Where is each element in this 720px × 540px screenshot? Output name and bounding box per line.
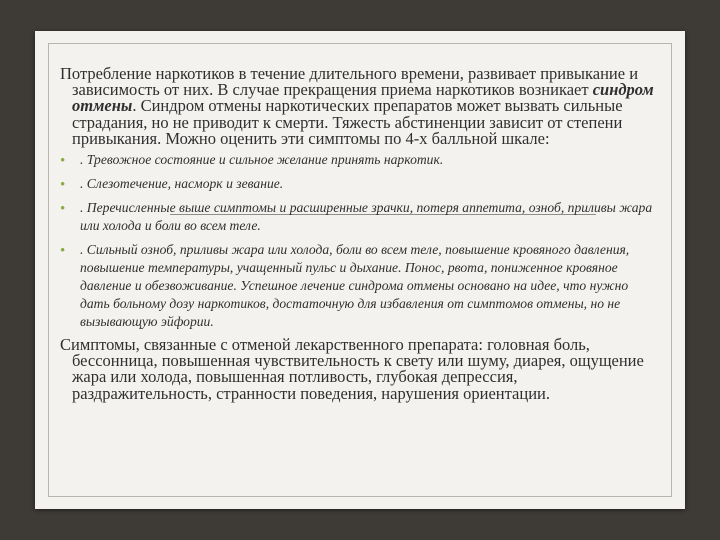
slide-card	[35, 31, 685, 509]
withdrawal-symptoms-paragraph: Симптомы, связанные с отменой лекарственного препарата: головная боль, бессонница, повышенная чувствительность к свету или шуму, диарея, ощущение жара или холода, повышенная потливость, глубокая депрессия, раздражительность, странности поведения, нарушения ориентации.	[60, 335, 644, 403]
intro-text-after: . Синдром отмены наркотических препаратов может вызвать сильные страдания, но не приводит к смерти. Тяжесть абстиненции зависит от степени привыкания. Можно оценить эти симптомы по 4-х балльной шкале:	[72, 96, 623, 148]
list-item-text: . Перечисленные выше симптомы и расширенные зрачки, потеря аппетита, озноб, приливы жара или холода и боли во всем теле.	[80, 200, 653, 234]
list-item	[60, 199, 660, 235]
list-item-text: . Тревожное состояние и сильное желание принять наркотик.	[80, 152, 444, 168]
slide-content	[60, 66, 660, 402]
list-item	[60, 175, 660, 193]
bullet-icon: •	[60, 243, 66, 260]
intro-paragraph	[60, 66, 660, 147]
list-item	[60, 241, 660, 331]
list-item-text: . Сильный озноб, приливы жара или холода, боли во всем теле, повышение кровяного давления, повышение температуры, учащенный пульс и дыхание. Понос, рвота, пониженное кровяное давление и обезвоживание. Успешное лечение синдрома отмены основано на идее, что нужно дать больному дозу наркотиков, достаточную для избавления от симптомов отмены, но не вызывающую эйфории.	[80, 242, 630, 330]
bullet-icon: •	[60, 201, 66, 218]
list-item-text: . Слезотечение, насморк и зевание.	[80, 176, 284, 192]
list-item	[60, 151, 660, 169]
intro-emphasis: синдром отмены	[72, 80, 654, 116]
intro-text-before: Потребление наркотиков в течение длительного времени, развивает привыкание и зависимость от них. В случае прекращения приема наркотиков возникает	[60, 64, 639, 100]
bullet-icon: •	[60, 177, 66, 194]
symptom-scale-list	[60, 151, 660, 331]
bullet-icon: •	[60, 153, 66, 170]
